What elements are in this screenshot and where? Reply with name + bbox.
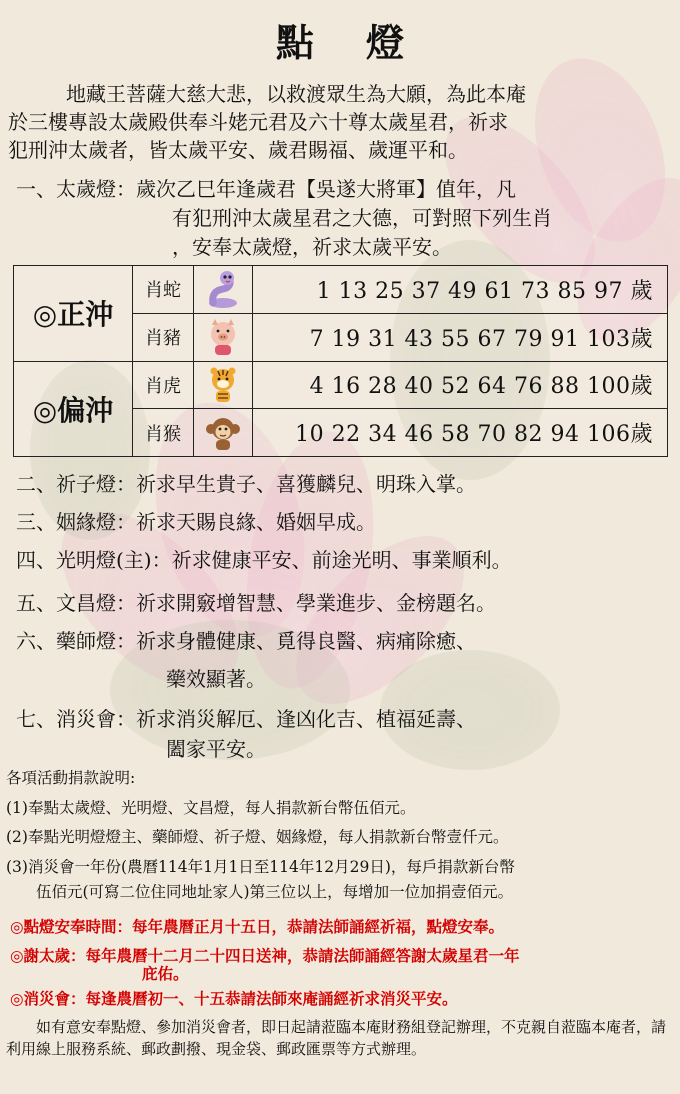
donation-line: (2)奉點光明燈燈主、藥師燈、祈子燈、姻緣燈，每人捐款新台幣壹仟元。: [6, 828, 509, 846]
donation-heading: 各項活動捐款說明:: [6, 769, 136, 787]
ages-cell: 10 22 34 46 58 70 82 94 106歲: [253, 409, 668, 457]
item-yinyuan: 三、姻緣燈：祈求天賜良緣、婚姻早成。: [16, 510, 376, 534]
animal-picture-cell: [194, 266, 253, 314]
snake-icon: [203, 269, 243, 309]
notice-xie-taisui-line2: 庇佑。: [142, 964, 189, 983]
group-label-pianchong: ◎偏沖: [14, 361, 133, 457]
monkey-icon: [203, 413, 243, 453]
intro-line: 地藏王菩薩大慈大悲，以救渡眾生為大願，為此本庵: [66, 82, 526, 106]
notice-xie-taisui-line1: ◎謝太歲：每年農曆十二月二十四日送神，恭請法師誦經答謝太歲星君一年: [10, 946, 520, 965]
pig-icon: [203, 317, 243, 357]
animal-label: 肖猴: [133, 409, 194, 457]
animal-picture-cell: [194, 313, 253, 361]
animal-label: 肖蛇: [133, 266, 194, 314]
item-wenchang: 五、文昌燈：祈求開竅增智慧、學業進步、金榜題名。: [16, 591, 496, 615]
animal-label: 肖虎: [133, 361, 194, 409]
animal-picture-cell: [194, 409, 253, 457]
item-xiaozai-line1: 七、消災會：祈求消災解厄、逢凶化吉、植福延壽、: [16, 707, 476, 731]
ages-cell: 7 19 31 43 55 67 79 91 103歲: [253, 313, 668, 361]
notice-xiaozai: ◎消災會：每逢農曆初一、十五恭請法師來庵誦經祈求消災平安。: [10, 989, 458, 1008]
intro-line: 犯刑沖太歲者，皆太歲平安、歲君賜福、歲運平和。: [8, 138, 468, 162]
ages-cell: 4 16 28 40 52 64 76 88 100歲: [253, 361, 668, 409]
intro-line: 於三樓專設太歲殿供奉斗姥元君及六十尊太歲星君，祈求: [8, 110, 508, 134]
donation-line: (3)消災會一年份(農曆114年1月1日至114年12月29日)，每戶捐款新台幣: [6, 858, 515, 876]
group-label-zhengchong: ◎正沖: [14, 266, 133, 362]
item-yaoshi-line2: 藥效顯著。: [166, 667, 266, 691]
item-xiaozai-line2: 闔家平安。: [166, 737, 266, 761]
item-yaoshi-line1: 六、藥師燈：祈求身體健康、覓得良醫、病痛除癒、: [16, 629, 476, 653]
donation-line: (1)奉點太歲燈、光明燈、文昌燈，每人捐款新台幣伍佰元。: [6, 799, 416, 817]
ages-cell: 1 13 25 37 49 61 73 85 97 歲: [253, 266, 668, 314]
item-taisui-line3: ，安奉太歲燈，祈求太歲平安。: [172, 235, 452, 259]
donation-line: 伍佰元(可寫二位住同地址家人)第三位以上，每增加一位加捐壹佰元。: [36, 883, 514, 901]
table-row: [14, 266, 668, 314]
table-row: [14, 361, 668, 409]
page-title: 點燈: [275, 20, 456, 65]
footer-paragraph: [6, 1016, 674, 1060]
item-taisui-line2: 有犯刑沖太歲星君之大德，可對照下列生肖: [172, 206, 552, 230]
tiger-icon: [203, 365, 243, 405]
item-qizi: 二、祈子燈：祈求早生貴子、喜獲麟兒、明珠入掌。: [16, 472, 476, 496]
item-taisui-line1: 一、太歲燈：歲次乙巳年逢歲君【吳遂大將軍】值年，凡: [16, 177, 516, 201]
animal-label: 肖豬: [133, 313, 194, 361]
intro-paragraph: [8, 80, 672, 164]
item-guangming: 四、光明燈(主)：祈求健康平安、前途光明、事業順利。: [16, 548, 512, 572]
zodiac-table: [13, 265, 668, 457]
notice-lighting-time: ◎點燈安奉時間：每年農曆正月十五日，恭請法師誦經祈福，點燈安奉。: [10, 917, 505, 936]
footer-text: 如有意安奉點燈、參加消災會者，即日起請蒞臨本庵財務組登記辦理，不克親自蒞臨本庵者，請利用線上服務系統、郵政劃撥、現金袋、郵政匯票等方式辦理。: [6, 1018, 667, 1058]
animal-picture-cell: [194, 361, 253, 409]
